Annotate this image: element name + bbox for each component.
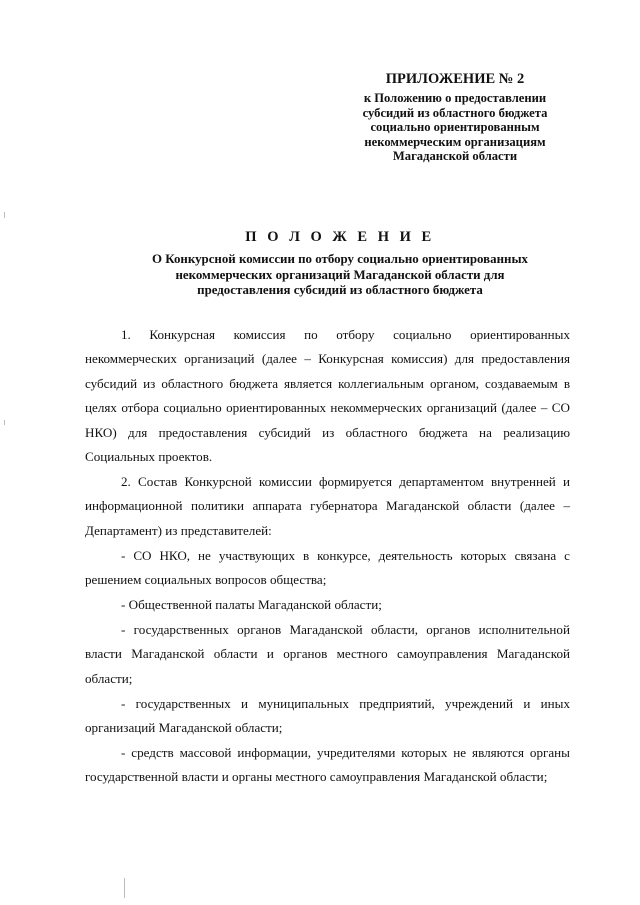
heading-subtitle: [60, 252, 620, 299]
appendix-line: Магаданской области: [392, 149, 518, 164]
scan-mark: [124, 878, 125, 898]
paragraph: 2. Состав Конкурсной комиссии формируется департаментом внутренней и информационной политики аппарата губернатора Магаданской области (далее – Департамент) из представителей:: [85, 473, 570, 538]
heading-title: П О Л О Ж Е Н И Е: [245, 229, 435, 245]
appendix-line: субсидий из областного бюджета: [362, 105, 548, 120]
scan-mark: [4, 420, 5, 425]
appendix-line: некоммерческим организациям: [364, 134, 546, 149]
paragraph: - СО НКО, не участвующих в конкурсе, деятельность которых связана с решением социальных вопросов общества;: [85, 547, 570, 588]
heading-line: О Конкурсной комиссии по отбору социально ориентированных: [152, 252, 528, 266]
paragraph: - государственных органов Магаданской области, органов исполнительной власти Магаданской области и органов местного самоуправления Магаданской области;: [85, 621, 570, 686]
appendix-title: ПРИЛОЖЕНИЕ № 2: [385, 71, 525, 87]
paragraph: - государственных и муниципальных предприятий, учреждений и иных организаций Магаданской области;: [85, 695, 570, 735]
paragraph: - Общественной палаты Магаданской области;: [121, 596, 382, 612]
scan-mark: [4, 212, 5, 218]
paragraph: 1. Конкурсная комиссия по отбору социально ориентированных некоммерческих организаций (далее – Конкурсная комиссия) для предоставления субсидий из областного бюджета является коллегиальным органом, создаваемым в целях отбора социально ориентированных некоммерческих организаций (далее – СО НКО) для предоставления субсидий из областного бюджета на реализацию Социальных проектов.: [85, 327, 570, 465]
paragraph: - средств массовой информации, учредителями которых не являются органы государственной власти и органы местного самоуправления Магаданской области;: [85, 744, 570, 785]
heading-line: некоммерческих организаций Магаданской области для: [175, 267, 505, 282]
document-heading: [60, 228, 620, 299]
document-body: [85, 323, 570, 790]
appendix-block: [330, 70, 580, 164]
appendix-subtitle: [330, 91, 580, 164]
appendix-line: социально ориентированным: [370, 120, 540, 135]
appendix-line: к Положению о предоставлении: [363, 91, 547, 105]
heading-line: предоставления субсидий из областного бюджета: [197, 283, 483, 297]
